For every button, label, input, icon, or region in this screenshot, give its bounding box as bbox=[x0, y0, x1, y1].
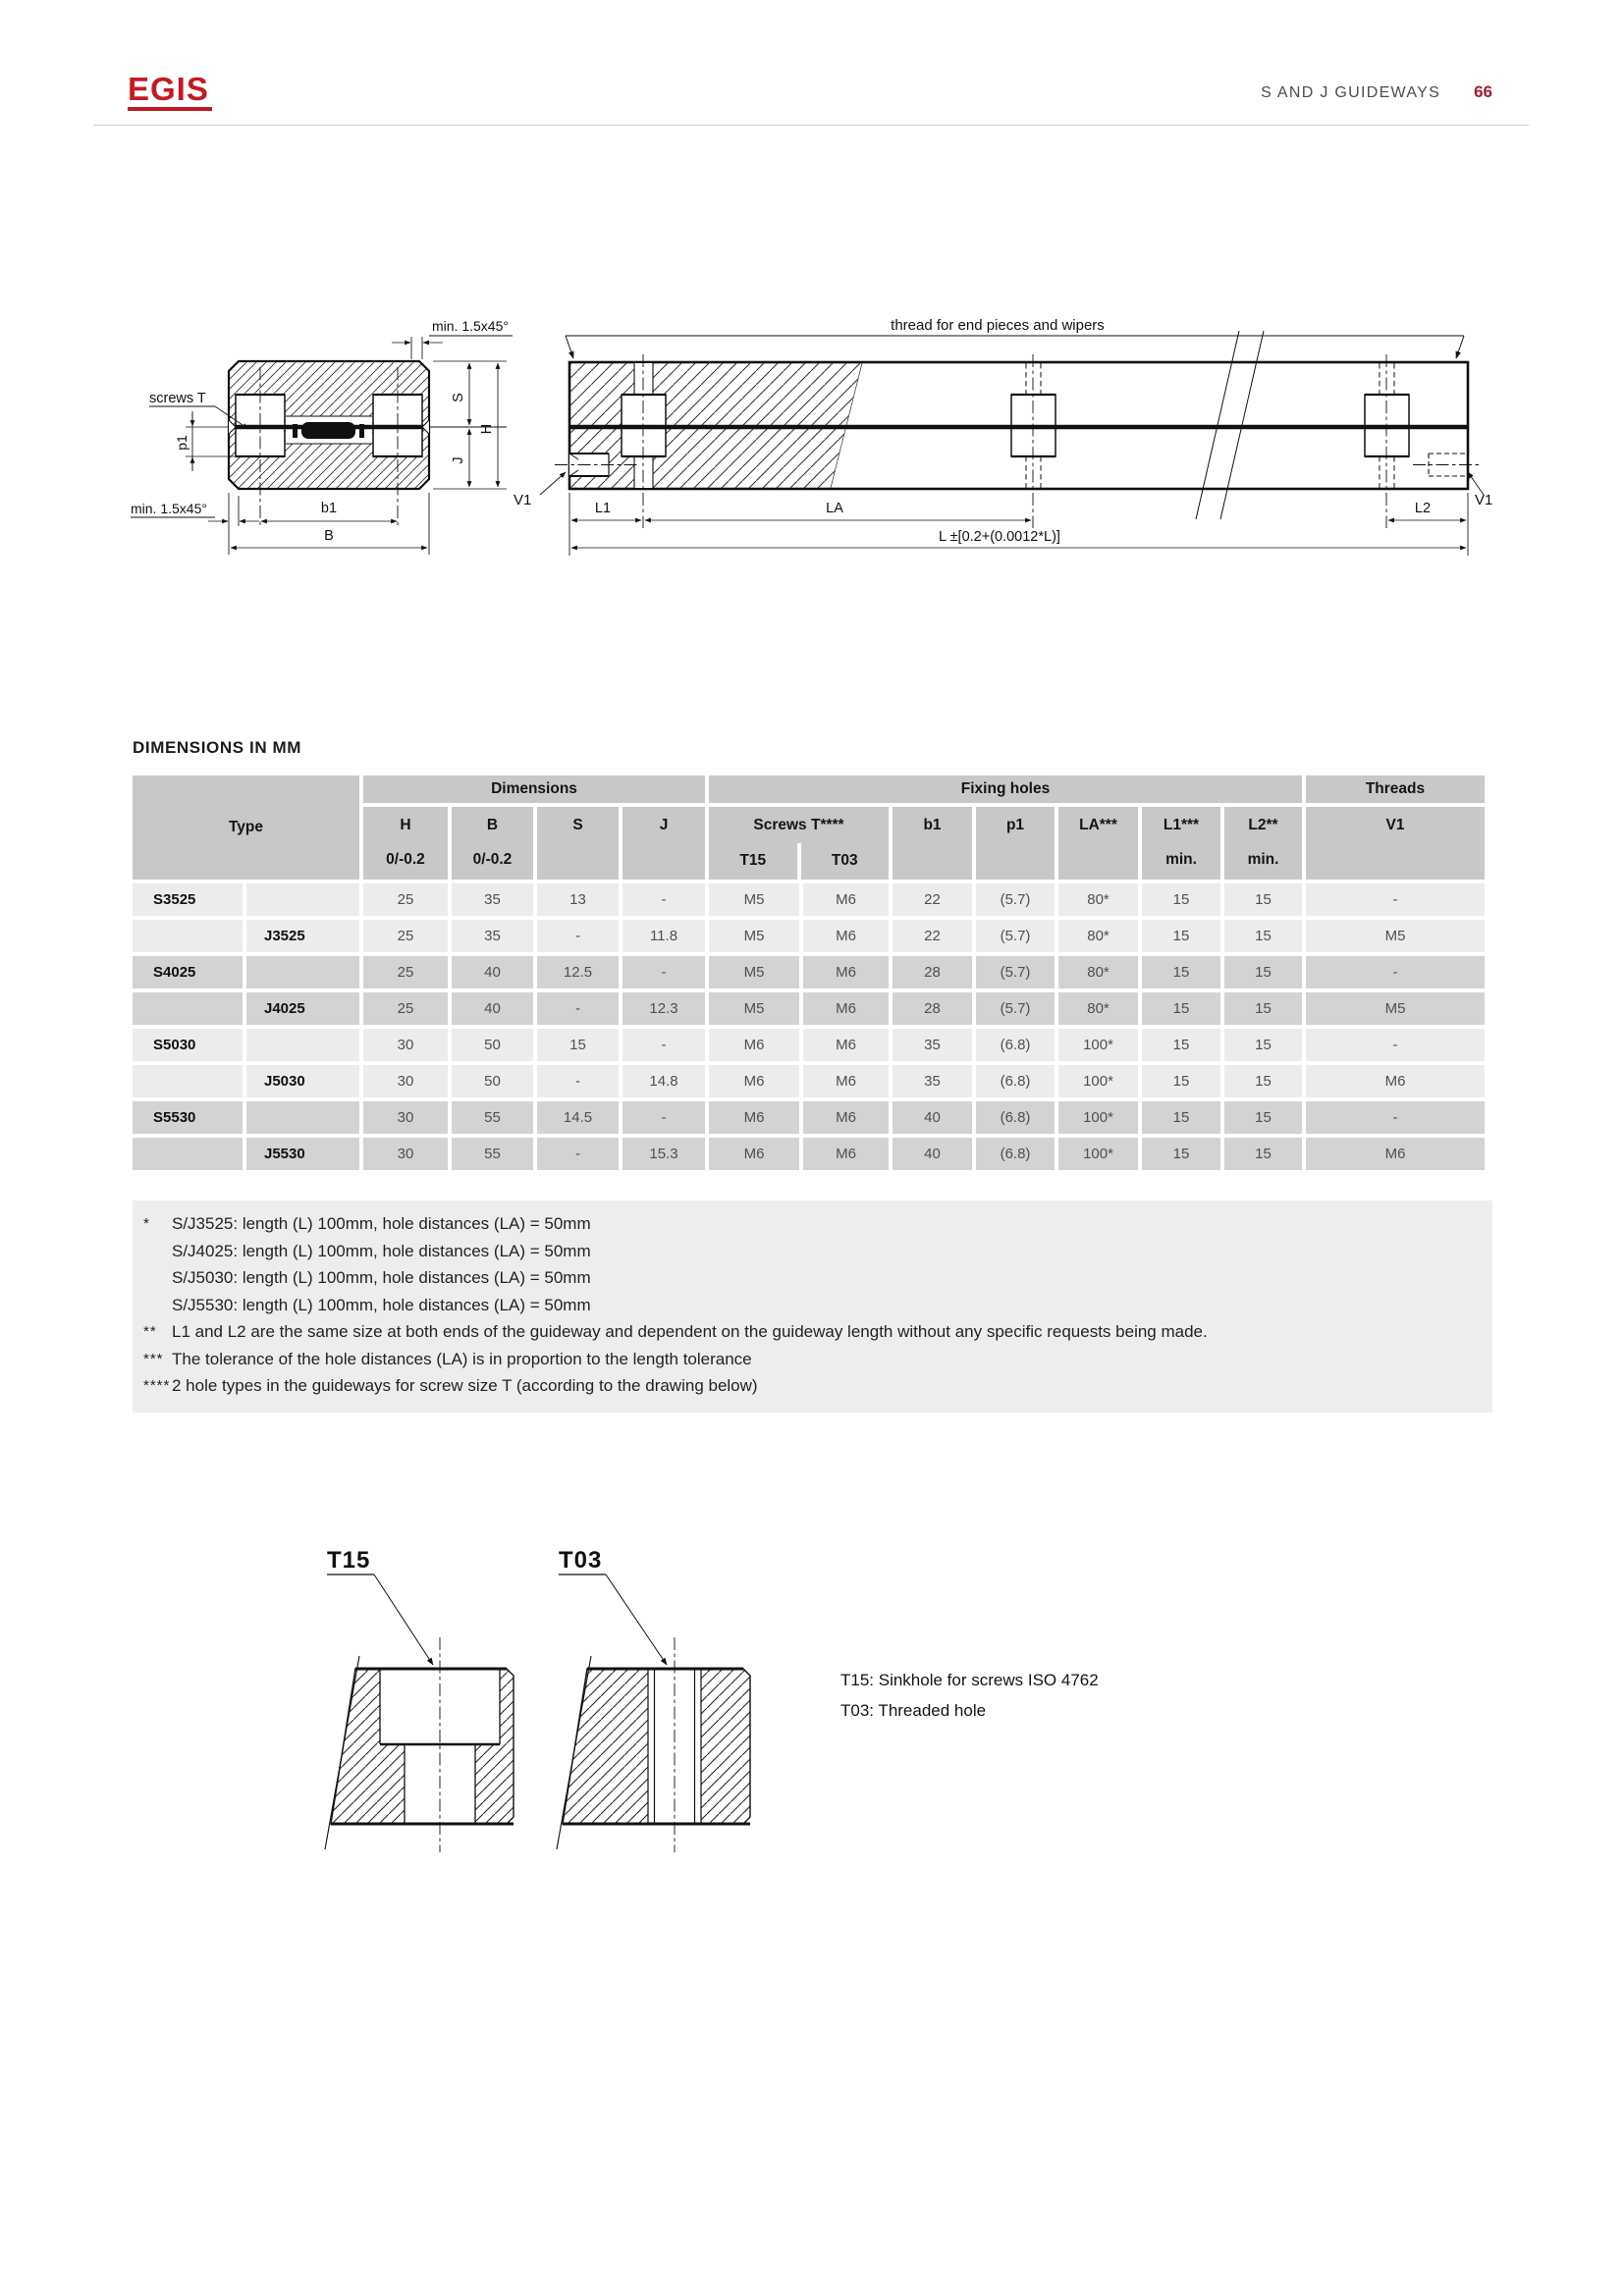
value-cell: 15 bbox=[1142, 992, 1220, 1025]
seal-profile bbox=[301, 422, 355, 439]
value-cell: M5 bbox=[709, 956, 799, 988]
value-cell: - bbox=[623, 956, 705, 988]
type-cell: J3525 bbox=[246, 920, 359, 952]
cross-section-and-side-view-drawing bbox=[93, 294, 1537, 579]
value-cell: M5 bbox=[709, 992, 799, 1025]
col-b: B 0/-0.2 bbox=[452, 807, 533, 880]
group-threads: Threads bbox=[1306, 775, 1485, 803]
group-dimensions: Dimensions bbox=[363, 775, 705, 803]
value-cell: 25 bbox=[363, 992, 448, 1025]
v1-left-label: V1 bbox=[514, 492, 532, 508]
type-cell bbox=[133, 920, 243, 952]
value-cell: M6 bbox=[803, 956, 889, 988]
footnote-line bbox=[133, 1346, 1492, 1373]
value-cell: M5 bbox=[1306, 992, 1485, 1025]
value-cell: (6.8) bbox=[976, 1101, 1055, 1134]
value-cell: (6.8) bbox=[976, 1138, 1055, 1170]
col-j: J bbox=[623, 807, 705, 880]
value-cell: 55 bbox=[452, 1138, 533, 1170]
value-cell: 15 bbox=[537, 1029, 619, 1061]
value-cell: 15 bbox=[1224, 1029, 1302, 1061]
footnote-line bbox=[133, 1238, 1492, 1265]
footnote-line bbox=[133, 1318, 1492, 1346]
value-cell: 80* bbox=[1058, 920, 1138, 952]
value-cell: 100* bbox=[1058, 1029, 1138, 1061]
value-cell: 35 bbox=[893, 1065, 972, 1097]
footnote-marker bbox=[133, 1292, 172, 1319]
value-cell: 25 bbox=[363, 883, 448, 916]
footnote-marker: ** bbox=[143, 1323, 157, 1340]
footnote-text: S/J4025: length (L) 100mm, hole distances (LA) = 50mm bbox=[172, 1241, 591, 1260]
value-cell: 80* bbox=[1058, 883, 1138, 916]
value-cell: M6 bbox=[1306, 1065, 1485, 1097]
table-row bbox=[133, 883, 1485, 916]
value-cell: 22 bbox=[893, 920, 972, 952]
hole-type-descriptions bbox=[840, 1665, 1099, 1726]
type-cell bbox=[133, 1065, 243, 1097]
value-cell: - bbox=[537, 1065, 619, 1097]
value-cell: 100* bbox=[1058, 1065, 1138, 1097]
col-type: Type bbox=[133, 775, 359, 880]
footnote-line bbox=[133, 1372, 1492, 1400]
t15-callout-label: T15 bbox=[327, 1547, 371, 1574]
value-cell: - bbox=[623, 1029, 705, 1061]
col-t15: T15 bbox=[709, 843, 797, 880]
value-cell: 15 bbox=[1142, 883, 1220, 916]
value-cell: 15 bbox=[1224, 1065, 1302, 1097]
table-row bbox=[133, 1065, 1485, 1097]
type-cell: S3525 bbox=[133, 883, 243, 916]
value-cell: (5.7) bbox=[976, 992, 1055, 1025]
value-cell: 15 bbox=[1142, 1029, 1220, 1061]
value-cell: 25 bbox=[363, 920, 448, 952]
egis-logo-underline bbox=[128, 107, 212, 111]
b1-label: b1 bbox=[320, 501, 338, 516]
footnote-marker bbox=[133, 1264, 172, 1292]
value-cell: 15 bbox=[1224, 883, 1302, 916]
table-row bbox=[133, 1101, 1485, 1134]
t03-section bbox=[557, 1575, 750, 1852]
L1-label: L1 bbox=[594, 501, 612, 516]
footnote-line bbox=[133, 1292, 1492, 1319]
footnotes-box bbox=[133, 1201, 1492, 1413]
egis-logo bbox=[128, 71, 212, 111]
value-cell: 22 bbox=[893, 883, 972, 916]
value-cell: M6 bbox=[803, 920, 889, 952]
value-cell: M6 bbox=[803, 883, 889, 916]
value-cell: 100* bbox=[1058, 1101, 1138, 1134]
footnote-line bbox=[133, 1264, 1492, 1292]
value-cell: - bbox=[1306, 1101, 1485, 1134]
value-cell: - bbox=[537, 920, 619, 952]
value-cell: 12.5 bbox=[537, 956, 619, 988]
value-cell: M6 bbox=[1306, 1138, 1485, 1170]
LA-label: LA bbox=[826, 501, 843, 516]
hole-type-drawings bbox=[295, 1531, 844, 1890]
page-number: 66 bbox=[1474, 82, 1492, 101]
value-cell: 50 bbox=[452, 1029, 533, 1061]
table-row bbox=[133, 1029, 1485, 1061]
value-cell: M5 bbox=[709, 920, 799, 952]
t03-callout-label: T03 bbox=[559, 1547, 603, 1574]
value-cell: M6 bbox=[709, 1138, 799, 1170]
value-cell: - bbox=[623, 1101, 705, 1134]
dimensions-heading: DIMENSIONS IN MM bbox=[133, 738, 302, 757]
col-b1: b1 bbox=[893, 807, 972, 880]
value-cell: 40 bbox=[452, 992, 533, 1025]
footnote-text: S/J5030: length (L) 100mm, hole distances (LA) = 50mm bbox=[172, 1268, 591, 1287]
value-cell: 40 bbox=[893, 1138, 972, 1170]
col-l2: L2** min. bbox=[1224, 807, 1302, 880]
value-cell: 28 bbox=[893, 956, 972, 988]
type-cell bbox=[133, 1138, 243, 1170]
value-cell: - bbox=[537, 1138, 619, 1170]
table-row bbox=[133, 920, 1485, 952]
table-group-header-row bbox=[133, 775, 1485, 803]
table-row bbox=[133, 992, 1485, 1025]
value-cell: 35 bbox=[452, 920, 533, 952]
group-fixing-holes: Fixing holes bbox=[709, 775, 1302, 803]
footnote-marker: * bbox=[143, 1215, 150, 1232]
value-cell: 15 bbox=[1142, 920, 1220, 952]
value-cell: - bbox=[623, 883, 705, 916]
value-cell: 100* bbox=[1058, 1138, 1138, 1170]
value-cell: 30 bbox=[363, 1138, 448, 1170]
value-cell: M6 bbox=[803, 1065, 889, 1097]
t15-description: T15: Sinkhole for screws ISO 4762 bbox=[840, 1671, 1099, 1689]
value-cell: - bbox=[537, 992, 619, 1025]
type-cell: J5530 bbox=[246, 1138, 359, 1170]
value-cell: 14.8 bbox=[623, 1065, 705, 1097]
value-cell: 28 bbox=[893, 992, 972, 1025]
footnote-text: L1 and L2 are the same size at both ends of the guideway and dependent on the guideway length without any specific requests being made. bbox=[172, 1322, 1208, 1341]
value-cell: M6 bbox=[803, 992, 889, 1025]
footnote-marker: **** bbox=[143, 1377, 171, 1394]
chamfer-top-label: min. 1.5x45° bbox=[432, 318, 509, 334]
value-cell: 80* bbox=[1058, 992, 1138, 1025]
value-cell: 40 bbox=[452, 956, 533, 988]
value-cell: 55 bbox=[452, 1101, 533, 1134]
page-header bbox=[1261, 82, 1492, 102]
value-cell: 30 bbox=[363, 1029, 448, 1061]
J-label: J bbox=[451, 456, 466, 464]
value-cell: 15 bbox=[1224, 1138, 1302, 1170]
t03-description: T03: Threaded hole bbox=[840, 1701, 987, 1720]
type-cell bbox=[246, 956, 359, 988]
value-cell: 13 bbox=[537, 883, 619, 916]
col-v1: V1 bbox=[1306, 807, 1485, 880]
col-l1: L1*** min. bbox=[1142, 807, 1220, 880]
t15-t03-drawing bbox=[295, 1531, 844, 1885]
value-cell: 15 bbox=[1142, 1101, 1220, 1134]
t15-section bbox=[325, 1575, 514, 1852]
table-row bbox=[133, 1138, 1485, 1170]
value-cell: 15 bbox=[1224, 956, 1302, 988]
col-s: S bbox=[537, 807, 619, 880]
value-cell: M6 bbox=[803, 1029, 889, 1061]
value-cell: 15 bbox=[1224, 992, 1302, 1025]
screws-t-label: screws T bbox=[149, 391, 206, 406]
value-cell: 15 bbox=[1224, 920, 1302, 952]
type-cell bbox=[133, 992, 243, 1025]
type-cell bbox=[246, 1101, 359, 1134]
value-cell: (6.8) bbox=[976, 1065, 1055, 1097]
type-cell bbox=[246, 1029, 359, 1061]
footnote-text: S/J5530: length (L) 100mm, hole distances (LA) = 50mm bbox=[172, 1295, 591, 1314]
footnote-text: The tolerance of the hole distances (LA) is in proportion to the length tolerance bbox=[172, 1349, 752, 1368]
table-body bbox=[133, 883, 1485, 1170]
value-cell: M6 bbox=[803, 1101, 889, 1134]
value-cell: - bbox=[1306, 1029, 1485, 1061]
value-cell: M6 bbox=[709, 1101, 799, 1134]
value-cell: 15.3 bbox=[623, 1138, 705, 1170]
value-cell: 30 bbox=[363, 1065, 448, 1097]
footnote-text: S/J3525: length (L) 100mm, hole distances (LA) = 50mm bbox=[172, 1214, 591, 1233]
col-la: LA*** bbox=[1058, 807, 1138, 880]
value-cell: 14.5 bbox=[537, 1101, 619, 1134]
table-row bbox=[133, 956, 1485, 988]
type-cell: J4025 bbox=[246, 992, 359, 1025]
thread-note-label: thread for end pieces and wipers bbox=[891, 317, 1105, 334]
value-cell: 40 bbox=[893, 1101, 972, 1134]
type-cell: S5030 bbox=[133, 1029, 243, 1061]
col-screws-t: Screws T**** T15 T03 bbox=[709, 807, 889, 880]
value-cell: M6 bbox=[709, 1029, 799, 1061]
value-cell: 15 bbox=[1142, 956, 1220, 988]
side-view bbox=[540, 331, 1484, 556]
value-cell: M5 bbox=[709, 883, 799, 916]
type-cell: S5530 bbox=[133, 1101, 243, 1134]
type-cell: J5030 bbox=[246, 1065, 359, 1097]
value-cell: 15 bbox=[1142, 1138, 1220, 1170]
value-cell: (5.7) bbox=[976, 956, 1055, 988]
value-cell: 15 bbox=[1142, 1065, 1220, 1097]
col-t03: T03 bbox=[801, 843, 890, 880]
v1-right-label: V1 bbox=[1475, 492, 1493, 508]
value-cell: (5.7) bbox=[976, 920, 1055, 952]
B-label: B bbox=[324, 528, 334, 544]
value-cell: 30 bbox=[363, 1101, 448, 1134]
header-divider bbox=[93, 125, 1529, 126]
value-cell: M6 bbox=[709, 1065, 799, 1097]
section-title: S AND J GUIDEWAYS bbox=[1261, 84, 1441, 101]
type-cell: S4025 bbox=[133, 956, 243, 988]
value-cell: M6 bbox=[803, 1138, 889, 1170]
value-cell: - bbox=[1306, 883, 1485, 916]
value-cell: (5.7) bbox=[976, 883, 1055, 916]
value-cell: 15 bbox=[1224, 1101, 1302, 1134]
value-cell: 35 bbox=[893, 1029, 972, 1061]
col-p1: p1 bbox=[976, 807, 1055, 880]
H-label: H bbox=[479, 423, 495, 435]
value-cell: 35 bbox=[452, 883, 533, 916]
egis-logo-text: EGIS bbox=[128, 71, 209, 107]
value-cell: 25 bbox=[363, 956, 448, 988]
L-tolerance-label: L ±[0.2+(0.0012*L)] bbox=[939, 529, 1060, 545]
value-cell: 50 bbox=[452, 1065, 533, 1097]
value-cell: M5 bbox=[1306, 920, 1485, 952]
value-cell: 80* bbox=[1058, 956, 1138, 988]
guideway-drawings bbox=[93, 294, 1537, 584]
footnote-line bbox=[133, 1210, 1492, 1238]
value-cell: 11.8 bbox=[623, 920, 705, 952]
S-label: S bbox=[451, 393, 466, 402]
value-cell: (6.8) bbox=[976, 1029, 1055, 1061]
value-cell: 12.3 bbox=[623, 992, 705, 1025]
chamfer-bottom-label: min. 1.5x45° bbox=[131, 501, 207, 516]
dimensions-table bbox=[129, 772, 1489, 1174]
p1-label: p1 bbox=[174, 435, 189, 451]
footnote-marker: *** bbox=[143, 1350, 164, 1367]
value-cell: - bbox=[1306, 956, 1485, 988]
col-h: H 0/-0.2 bbox=[363, 807, 448, 880]
footnote-marker bbox=[133, 1238, 172, 1265]
footnote-text: 2 hole types in the guideways for screw size T (according to the drawing below) bbox=[172, 1376, 758, 1395]
type-cell bbox=[246, 883, 359, 916]
L2-label: L2 bbox=[1414, 501, 1432, 516]
